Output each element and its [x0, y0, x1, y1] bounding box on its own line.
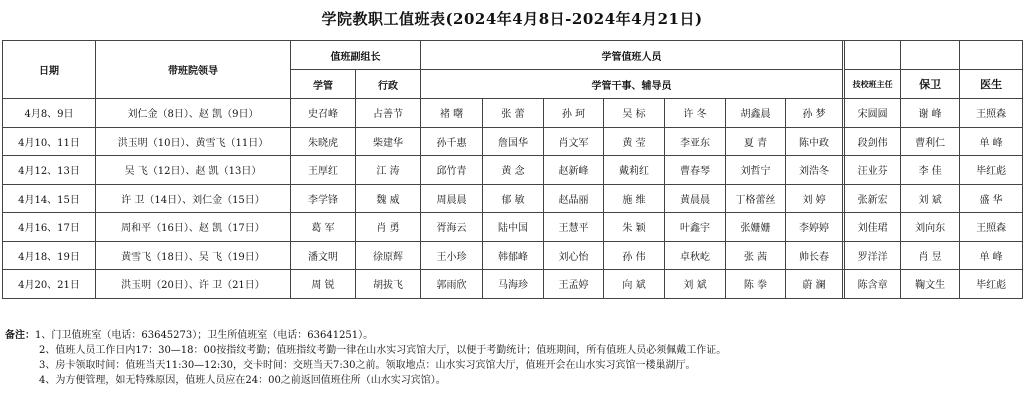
cell-staff: 张 茜: [726, 241, 786, 270]
cell-staff: 孙千惠: [421, 127, 483, 156]
cell-staff: 陆中国: [483, 213, 544, 242]
cell-staff: 周晨晨: [421, 184, 483, 213]
cell-date: 4月12、13日: [3, 156, 96, 185]
note-item: [5, 373, 1020, 388]
cell-vice-xingzheng: 肖 勇: [356, 213, 421, 242]
cell-leader: 洪玉明（10日）、黄雪飞（11日）: [96, 127, 291, 156]
note-item: [5, 358, 1020, 373]
cell-security: 刘向东: [901, 213, 960, 242]
cell-leader: 许 卫（14日）、刘仁金（15日）: [96, 184, 291, 213]
cell-staff: 王小珍: [421, 241, 483, 270]
header-staff-sub: 学管干事、辅导员: [421, 70, 843, 99]
header-doctor: 医生: [960, 70, 1023, 99]
duty-table: [2, 40, 1023, 299]
cell-leader: 周和平（16日）、赵 凯（17日）: [96, 213, 291, 242]
notes-label: 备注：: [5, 330, 35, 341]
cell-leader: 吴 飞（12日）、赵 凯（13日）: [96, 156, 291, 185]
cell-staff: 刘 斌: [665, 270, 726, 299]
cell-staff: 韩郁峰: [483, 241, 544, 270]
cell-teacher: 汪业芬: [845, 156, 901, 185]
cell-staff: 李婷婷: [786, 213, 843, 242]
cell-staff: 黄 莹: [604, 127, 665, 156]
cell-vice-xingzheng: 徐原辉: [356, 241, 421, 270]
cell-date: 4月20、21日: [3, 270, 96, 299]
cell-doctor: 单 峰: [960, 241, 1023, 270]
cell-date: 4月16、17日: [3, 213, 96, 242]
cell-staff: 孙 珂: [544, 99, 604, 128]
cell-doctor: 毕红彪: [960, 156, 1023, 185]
table-row: [3, 241, 1023, 270]
cell-security: 李 佳: [901, 156, 960, 185]
cell-staff: 向 斌: [604, 270, 665, 299]
cell-staff: 丁格蕾丝: [726, 184, 786, 213]
cell-staff: 黄晨晨: [665, 184, 726, 213]
cell-staff: 叶鑫宇: [665, 213, 726, 242]
cell-staff: 张姗姗: [726, 213, 786, 242]
cell-staff: 李亚东: [665, 127, 726, 156]
header-vice-group: 值班副组长: [291, 41, 421, 70]
cell-staff: 赵新峰: [544, 156, 604, 185]
cell-staff: 褚 曙: [421, 99, 483, 128]
cell-vice-xueguan: 葛 军: [291, 213, 356, 242]
cell-staff: 陈中政: [786, 127, 843, 156]
cell-security: 肖 昱: [901, 241, 960, 270]
cell-leader: 黄雪飞（18日）、吴 飞（19日）: [96, 241, 291, 270]
page-title: 学院教职工值班表(2024年4月8日-2024年4月21日): [321, 10, 703, 28]
cell-staff: 吴 标: [604, 99, 665, 128]
header-blank-2: [901, 41, 960, 70]
cell-doctor: 单 峰: [960, 127, 1023, 156]
cell-security: 谢 峰: [901, 99, 960, 128]
table-row: [3, 270, 1023, 299]
cell-staff: 王慧平: [544, 213, 604, 242]
cell-vice-xingzheng: 江 涛: [356, 156, 421, 185]
cell-date: 4月18、19日: [3, 241, 96, 270]
cell-staff: 卓秋屹: [665, 241, 726, 270]
cell-vice-xingzheng: 胡拔飞: [356, 270, 421, 299]
cell-vice-xueguan: 周 锐: [291, 270, 356, 299]
note-item: [5, 343, 1020, 358]
cell-leader: 洪玉明（20日）、许 卫（21日）: [96, 270, 291, 299]
cell-staff: 施 维: [604, 184, 665, 213]
cell-staff: 邱竹青: [421, 156, 483, 185]
cell-vice-xueguan: 潘文明: [291, 241, 356, 270]
cell-staff: 肖文军: [544, 127, 604, 156]
cell-doctor: 盛 华: [960, 184, 1023, 213]
cell-security: 刘 斌: [901, 184, 960, 213]
cell-vice-xingzheng: 占善节: [356, 99, 421, 128]
table-row: [3, 184, 1023, 213]
header-row-1: [3, 41, 1023, 70]
cell-vice-xingzheng: 柴建华: [356, 127, 421, 156]
cell-staff: 詹国华: [483, 127, 544, 156]
cell-staff: 帅长春: [786, 241, 843, 270]
cell-staff: 刘哲宁: [726, 156, 786, 185]
header-vice-xingzheng: 行政: [356, 70, 421, 99]
cell-vice-xueguan: 朱晓虎: [291, 127, 356, 156]
cell-leader: 刘仁金（8日）、赵 凯（9日）: [96, 99, 291, 128]
cell-date: 4月14、15日: [3, 184, 96, 213]
header-blank-1: [845, 41, 901, 70]
cell-staff: 王孟婷: [544, 270, 604, 299]
cell-staff: 胥海云: [421, 213, 483, 242]
cell-vice-xingzheng: 魏 威: [356, 184, 421, 213]
header-staff-group: 学管值班人员: [421, 41, 843, 70]
cell-staff: 郭雨欣: [421, 270, 483, 299]
cell-staff: 蔚 澜: [786, 270, 843, 299]
cell-teacher: 段剑伟: [845, 127, 901, 156]
cell-staff: 刘心怡: [544, 241, 604, 270]
cell-staff: 夏 青: [726, 127, 786, 156]
cell-staff: 刘浩冬: [786, 156, 843, 185]
cell-staff: 刘 婷: [786, 184, 843, 213]
cell-staff: 马海珍: [483, 270, 544, 299]
cell-doctor: 王照森: [960, 213, 1023, 242]
note-text: 2、值班人员工作日内17：30—18：00按指纹考勤；值班指纹考勤一律在山水实习宾馆大厅，以便于考勤统计；值班期间，所有值班人员必须佩戴工作证。: [39, 345, 727, 356]
cell-staff: 陈 拳: [726, 270, 786, 299]
cell-staff: 郁 敏: [483, 184, 544, 213]
cell-vice-xueguan: 王厚红: [291, 156, 356, 185]
cell-staff: 赵晶丽: [544, 184, 604, 213]
header-leader: 带班院领导: [96, 41, 291, 99]
note-text: 4、为方便管理，如无特殊原因，值班人员应在24：00之前返回值班住所（山水实习宾馆）。: [39, 375, 446, 386]
cell-staff: 孙 梦: [786, 99, 843, 128]
header-date: 日期: [3, 41, 96, 99]
header-security: 保卫: [901, 70, 960, 99]
cell-security: 鞠文生: [901, 270, 960, 299]
note-text: 1、门卫值班室（电话：63645273）；卫生所值班室（电话：63641251）。: [35, 330, 374, 341]
note-item: [5, 328, 1020, 343]
table-row: [3, 127, 1023, 156]
cell-vice-xueguan: 李学锋: [291, 184, 356, 213]
header-teacher: 技校班主任: [845, 70, 901, 99]
table-row: [3, 213, 1023, 242]
cell-teacher: 刘佳珺: [845, 213, 901, 242]
cell-doctor: 王照森: [960, 99, 1023, 128]
header-vice-xueguan: 学管: [291, 70, 356, 99]
cell-vice-xueguan: 史召峰: [291, 99, 356, 128]
cell-staff: 胡鑫晨: [726, 99, 786, 128]
cell-date: 4月8、9日: [3, 99, 96, 128]
cell-date: 4月10、11日: [3, 127, 96, 156]
notes-section: [5, 328, 1020, 388]
cell-teacher: 宋圆圆: [845, 99, 901, 128]
cell-doctor: 毕红彪: [960, 270, 1023, 299]
table-row: [3, 156, 1023, 185]
cell-staff: 孙 伟: [604, 241, 665, 270]
cell-teacher: 张新宏: [845, 184, 901, 213]
cell-staff: 戴莉红: [604, 156, 665, 185]
note-text: 3、房卡领取时间：值班当天11:30—12:30，交卡时间：交班当天7:30之前。领取地点：山水实习宾馆大厅，值班开会在山水实习宾馆一楼巢湖厅。: [39, 360, 696, 371]
cell-staff: 曹春琴: [665, 156, 726, 185]
cell-staff: 朱 颖: [604, 213, 665, 242]
cell-security: 曹利仁: [901, 127, 960, 156]
cell-staff: 许 冬: [665, 99, 726, 128]
cell-teacher: 罗洋洋: [845, 241, 901, 270]
cell-teacher: 陈含章: [845, 270, 901, 299]
cell-staff: 张 蕾: [483, 99, 544, 128]
table-row: [3, 99, 1023, 128]
header-blank-3: [960, 41, 1023, 70]
cell-staff: 黄 念: [483, 156, 544, 185]
